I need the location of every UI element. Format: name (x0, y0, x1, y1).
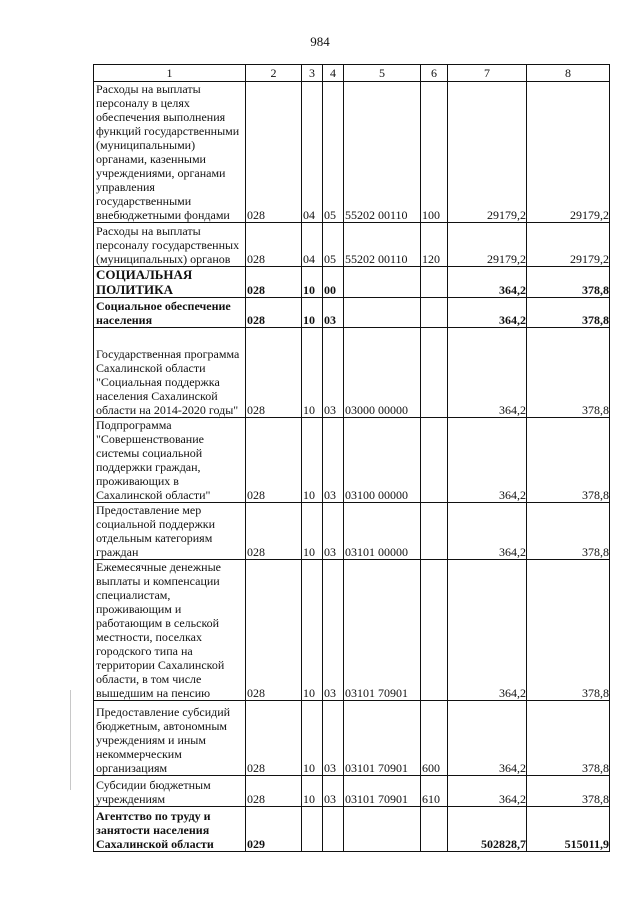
amount-year-2: 29179,2 (527, 223, 610, 267)
row-name: Агентство по труду и занятости населения Сахалинской области (94, 807, 246, 852)
amount-year-1: 364,2 (448, 503, 527, 560)
ministry-code: 028 (246, 418, 302, 503)
table-row (94, 418, 610, 503)
page-number: 984 (310, 34, 330, 49)
amount-year-2: 515011,9 (527, 807, 610, 852)
subsection-code: 03 (323, 701, 344, 776)
expense-type-code (421, 328, 448, 418)
row-name: СОЦИАЛЬНАЯ ПОЛИТИКА (94, 267, 246, 298)
table-row (94, 560, 610, 701)
subsection-code: 03 (323, 328, 344, 418)
expense-type-code (421, 503, 448, 560)
table-row (94, 82, 610, 223)
ministry-code: 028 (246, 701, 302, 776)
target-article-code (344, 807, 421, 852)
amount-year-1: 29179,2 (448, 223, 527, 267)
expense-type-code (421, 560, 448, 701)
table-row (94, 267, 610, 298)
amount-year-2: 378,8 (527, 298, 610, 328)
target-article-code: 03101 70901 (344, 776, 421, 807)
target-article-code: 03000 00000 (344, 328, 421, 418)
amount-year-2: 378,8 (527, 776, 610, 807)
amount-year-1: 29179,2 (448, 82, 527, 223)
amount-year-1: 364,2 (448, 267, 527, 298)
amount-year-1: 364,2 (448, 418, 527, 503)
target-article-code: 03101 70901 (344, 560, 421, 701)
amount-year-1: 364,2 (448, 560, 527, 701)
target-article-code: 03101 70901 (344, 701, 421, 776)
ministry-code: 028 (246, 223, 302, 267)
table-row (94, 298, 610, 328)
table-row (94, 776, 610, 807)
expense-type-code (421, 807, 448, 852)
amount-year-2: 378,8 (527, 418, 610, 503)
column-header: 8 (527, 65, 610, 82)
margin-mark (70, 690, 71, 790)
target-article-code: 55202 00110 (344, 82, 421, 223)
row-name: Предоставление субсидий бюджетным, автономным учреждениям и иным некоммерческим организациям (94, 701, 246, 776)
expense-type-code: 600 (421, 701, 448, 776)
amount-year-1: 364,2 (448, 328, 527, 418)
ministry-code: 028 (246, 267, 302, 298)
section-code: 10 (302, 560, 323, 701)
subsection-code (323, 807, 344, 852)
section-code (302, 807, 323, 852)
table-row (94, 503, 610, 560)
amount-year-2: 29179,2 (527, 82, 610, 223)
budget-table (93, 64, 610, 852)
column-header: 1 (94, 65, 246, 82)
row-name: Подпрограмма "Совершенствование системы социальной поддержки граждан, проживающих в Сахалинской области" (94, 418, 246, 503)
subsection-code: 05 (323, 223, 344, 267)
column-header: 3 (302, 65, 323, 82)
subsection-code: 03 (323, 298, 344, 328)
amount-year-1: 364,2 (448, 298, 527, 328)
table-header-row (94, 65, 610, 82)
target-article-code (344, 298, 421, 328)
target-article-code (344, 267, 421, 298)
ministry-code: 028 (246, 560, 302, 701)
ministry-code: 029 (246, 807, 302, 852)
section-code: 04 (302, 223, 323, 267)
section-code: 10 (302, 701, 323, 776)
table-row (94, 701, 610, 776)
target-article-code: 55202 00110 (344, 223, 421, 267)
ministry-code: 028 (246, 503, 302, 560)
subsection-code: 03 (323, 776, 344, 807)
section-code: 10 (302, 267, 323, 298)
subsection-code: 03 (323, 418, 344, 503)
subsection-code: 03 (323, 503, 344, 560)
expense-type-code: 610 (421, 776, 448, 807)
expense-type-code: 120 (421, 223, 448, 267)
target-article-code: 03101 00000 (344, 503, 421, 560)
subsection-code: 00 (323, 267, 344, 298)
amount-year-2: 378,8 (527, 560, 610, 701)
row-name: Расходы на выплаты персоналу в целях обеспечения выполнения функций государственными (муниципальными) органами, казенными учреждениями, органами управления государственными внебюджетными фондами (94, 82, 246, 223)
column-header: 2 (246, 65, 302, 82)
row-name: Государственная программа Сахалинской области "Социальная поддержка населения Сахалинской области на 2014-2020 годы" (94, 328, 246, 418)
amount-year-1: 364,2 (448, 701, 527, 776)
row-name: Предоставление мер социальной поддержки отдельным категориям граждан (94, 503, 246, 560)
table-row (94, 807, 610, 852)
expense-type-code (421, 298, 448, 328)
amount-year-2: 378,8 (527, 503, 610, 560)
amount-year-2: 378,8 (527, 267, 610, 298)
section-code: 04 (302, 82, 323, 223)
section-code: 10 (302, 328, 323, 418)
ministry-code: 028 (246, 298, 302, 328)
subsection-code: 03 (323, 560, 344, 701)
column-header: 7 (448, 65, 527, 82)
section-code: 10 (302, 298, 323, 328)
ministry-code: 028 (246, 82, 302, 223)
amount-year-2: 378,8 (527, 328, 610, 418)
expense-type-code (421, 267, 448, 298)
row-name: Расходы на выплаты персоналу государственных (муниципальных) органов (94, 223, 246, 267)
target-article-code: 03100 00000 (344, 418, 421, 503)
column-header: 4 (323, 65, 344, 82)
amount-year-2: 378,8 (527, 701, 610, 776)
table-row (94, 328, 610, 418)
row-name: Ежемесячные денежные выплаты и компенсации специалистам, проживающим и работающим в сельской местности, поселках городского типа на территории Сахалинской области, в том числе вышедшим на пенсию (94, 560, 246, 701)
column-header: 6 (421, 65, 448, 82)
row-name: Субсидии бюджетным учреждениям (94, 776, 246, 807)
column-header: 5 (344, 65, 421, 82)
ministry-code: 028 (246, 328, 302, 418)
subsection-code: 05 (323, 82, 344, 223)
section-code: 10 (302, 776, 323, 807)
amount-year-1: 502828,7 (448, 807, 527, 852)
amount-year-1: 364,2 (448, 776, 527, 807)
ministry-code: 028 (246, 776, 302, 807)
expense-type-code: 100 (421, 82, 448, 223)
section-code: 10 (302, 503, 323, 560)
row-name: Социальное обеспечение населения (94, 298, 246, 328)
expense-type-code (421, 418, 448, 503)
section-code: 10 (302, 418, 323, 503)
table-row (94, 223, 610, 267)
